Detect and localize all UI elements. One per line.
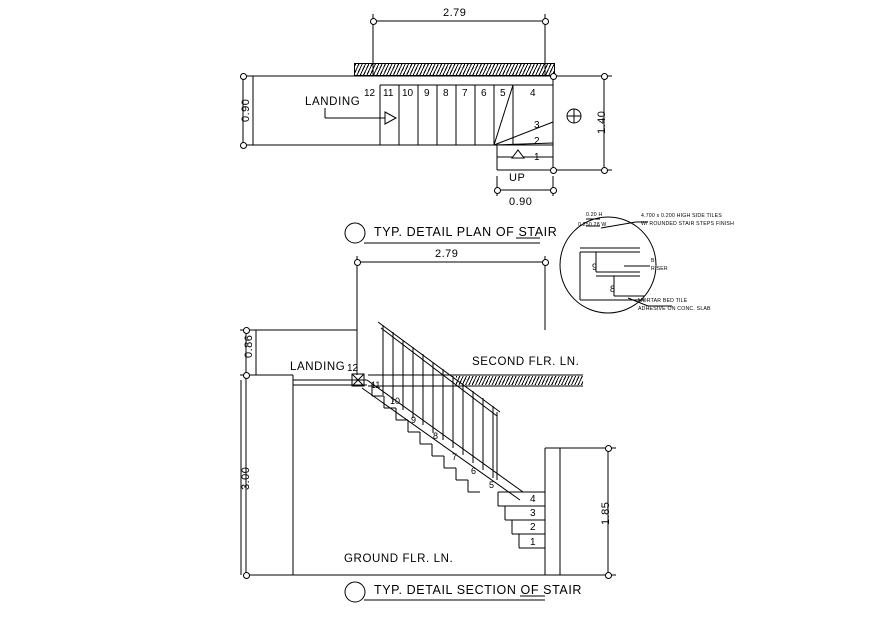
grip-point[interactable] — [354, 259, 361, 266]
grip-point[interactable] — [542, 259, 549, 266]
plan-up-label: UP — [509, 172, 526, 184]
grip-point[interactable] — [243, 572, 250, 579]
detail-note-1: 4.700 x 0.200 HIGH SIDE TILES — [641, 213, 722, 219]
detail-label-riser: RISER — [651, 266, 668, 272]
plan-tread-number: 2 — [534, 136, 540, 147]
grip-point[interactable] — [605, 572, 612, 579]
section-riser-number: 6 — [471, 466, 477, 476]
detail-note-3: MORTAR BED TILE — [638, 298, 688, 304]
plan-tread-number: 3 — [534, 120, 540, 131]
plan-tread-number: 5 — [500, 88, 506, 99]
section-riser-number: 2 — [530, 522, 536, 533]
grip-point[interactable] — [243, 372, 250, 379]
plan-landing-label: LANDING — [305, 96, 361, 108]
detail-label-b: B — [651, 258, 655, 264]
section-riser-number: 10 — [390, 396, 401, 406]
plan-tread-number: 11 — [383, 88, 394, 99]
section-width-dimension: 2.79 — [435, 248, 459, 260]
plan-tread-number: 10 — [402, 88, 414, 99]
section-riser-number: 3 — [530, 508, 536, 519]
detail-dim-a: 0.20 H — [586, 212, 603, 218]
section-riser-number: 12 — [347, 363, 359, 374]
section-riser-number: 1 — [530, 537, 536, 548]
plan-tread-number: 9 — [424, 88, 430, 99]
grip-point[interactable] — [243, 327, 250, 334]
section-right-height-dimension: 1.85 — [600, 501, 612, 525]
section-riser-number: 4 — [530, 494, 536, 505]
section-riser-number: 8 — [433, 431, 439, 441]
section-floor-hatch — [456, 376, 583, 385]
detail-step-number: 8 — [610, 284, 616, 294]
plan-tread-number: 1 — [534, 152, 540, 163]
plan-bottom-dimension: 0.90 — [509, 196, 533, 208]
plan-tread-number: 12 — [364, 88, 376, 99]
plan-left-depth-dimension: 0.90 — [240, 98, 252, 122]
detail-step-number: 9 — [592, 262, 598, 272]
plan-tread-number: 8 — [443, 88, 449, 99]
section-title: TYP. DETAIL SECTION OF STAIR — [374, 583, 583, 597]
detail-note-2: W/ ROUNDED STAIR STEPS FINISH — [641, 221, 735, 227]
grip-point[interactable] — [605, 445, 612, 452]
section-total-height-dimension: 3.00 — [240, 466, 252, 490]
plan-width-dimension: 2.79 — [443, 7, 467, 19]
second-floor-label: SECOND FLR. LN. — [472, 356, 580, 368]
plan-tread-number: 7 — [462, 88, 468, 99]
section-riser-number: 7 — [452, 452, 458, 462]
plan-right-depth-dimension: 1.40 — [596, 110, 608, 134]
section-landing-label: LANDING — [290, 361, 346, 373]
plan-tread-number: 4 — [530, 88, 536, 99]
plan-title: TYP. DETAIL PLAN OF STAIR — [374, 225, 558, 239]
section-riser-number: 9 — [411, 415, 417, 425]
detail-note-4: ADHESIVE ON CONC. SLAB — [638, 306, 711, 312]
section-riser-number: 5 — [489, 480, 495, 490]
section-riser-number: 11 — [371, 380, 381, 390]
detail-dim-b: 0.250.28 W — [578, 222, 607, 228]
ground-floor-label: GROUND FLR. LN. — [344, 553, 454, 565]
section-upper-height-dimension: 0.86 — [243, 334, 255, 358]
plan-tread-number: 6 — [481, 88, 487, 99]
